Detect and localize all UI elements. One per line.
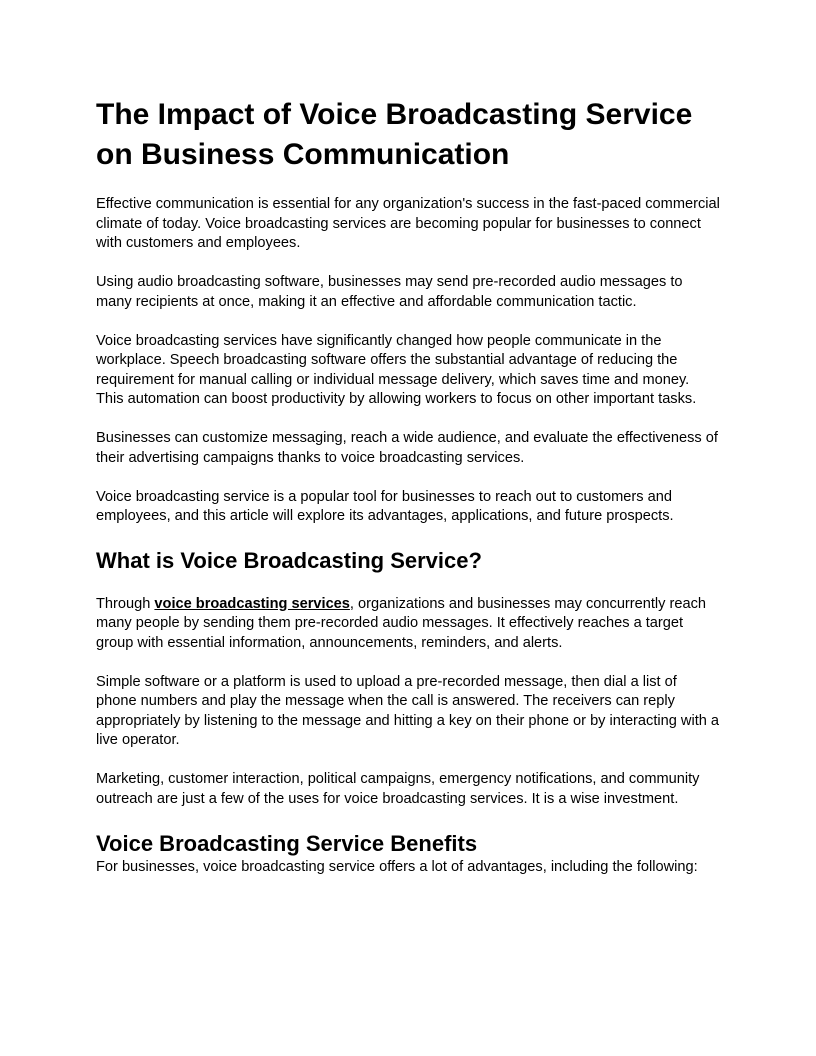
section-heading-what-is: What is Voice Broadcasting Service?: [96, 547, 482, 573]
section-paragraph: For businesses, voice broadcasting service offers a lot of advantages, including the following:: [96, 859, 698, 875]
intro-paragraph: Using audio broadcasting software, businesses may send pre-recorded audio messages to many recipients at once, making it an effective and affordable communication tactic.: [96, 274, 683, 310]
section-heading-benefits: Voice Broadcasting Service Benefits: [96, 831, 478, 856]
section-paragraph: Marketing, customer interaction, political campaigns, emergency notifications, and community outreach are just a few of the uses for voice broadcasting services. It is a wise investment.: [96, 771, 700, 807]
voice-broadcasting-link[interactable]: voice broadcasting services: [154, 595, 350, 612]
intro-paragraph: Voice broadcasting service is a popular tool for businesses to reach out to customers and employees, and this article will explore its advantages, applications, and future prospects.: [96, 488, 674, 524]
intro-paragraph: Effective communication is essential for any organization's success in the fast-paced commercial climate of today. Voice broadcasting services are becoming popular for businesses to connect with customers and employees.: [96, 196, 720, 251]
text: Through: [96, 595, 155, 612]
section-paragraph: Simple software or a platform is used to upload a pre-recorded message, then dial a list of phone numbers and play the message when the call is answered. The receivers can reply appropriately by listening to the message and hitting a key on their phone or by interacting with a live operator.: [96, 673, 720, 748]
page-title: The Impact of Voice Broadcasting Service on Business Communication: [96, 98, 693, 171]
intro-paragraph: Businesses can customize messaging, reach a wide audience, and evaluate the effectiveness of their advertising campaigns thanks to voice broadcasting services.: [96, 430, 718, 466]
intro-paragraph: Voice broadcasting services have significantly changed how people communicate in the workplace. Speech broadcasting software offers the substantial advantage of reducing the requirement for manual calling or individual message delivery, which saves time and money. This automation can boost productivity by allowing workers to focus on other important tasks.: [96, 332, 697, 407]
section-paragraph: [96, 595, 720, 654]
text: , organizations and businesses may concurrently reach many people by sending them pre-recorded audio messages. It effectively reaches a target group with essential information, announcements, reminders, and alerts.: [96, 595, 707, 651]
